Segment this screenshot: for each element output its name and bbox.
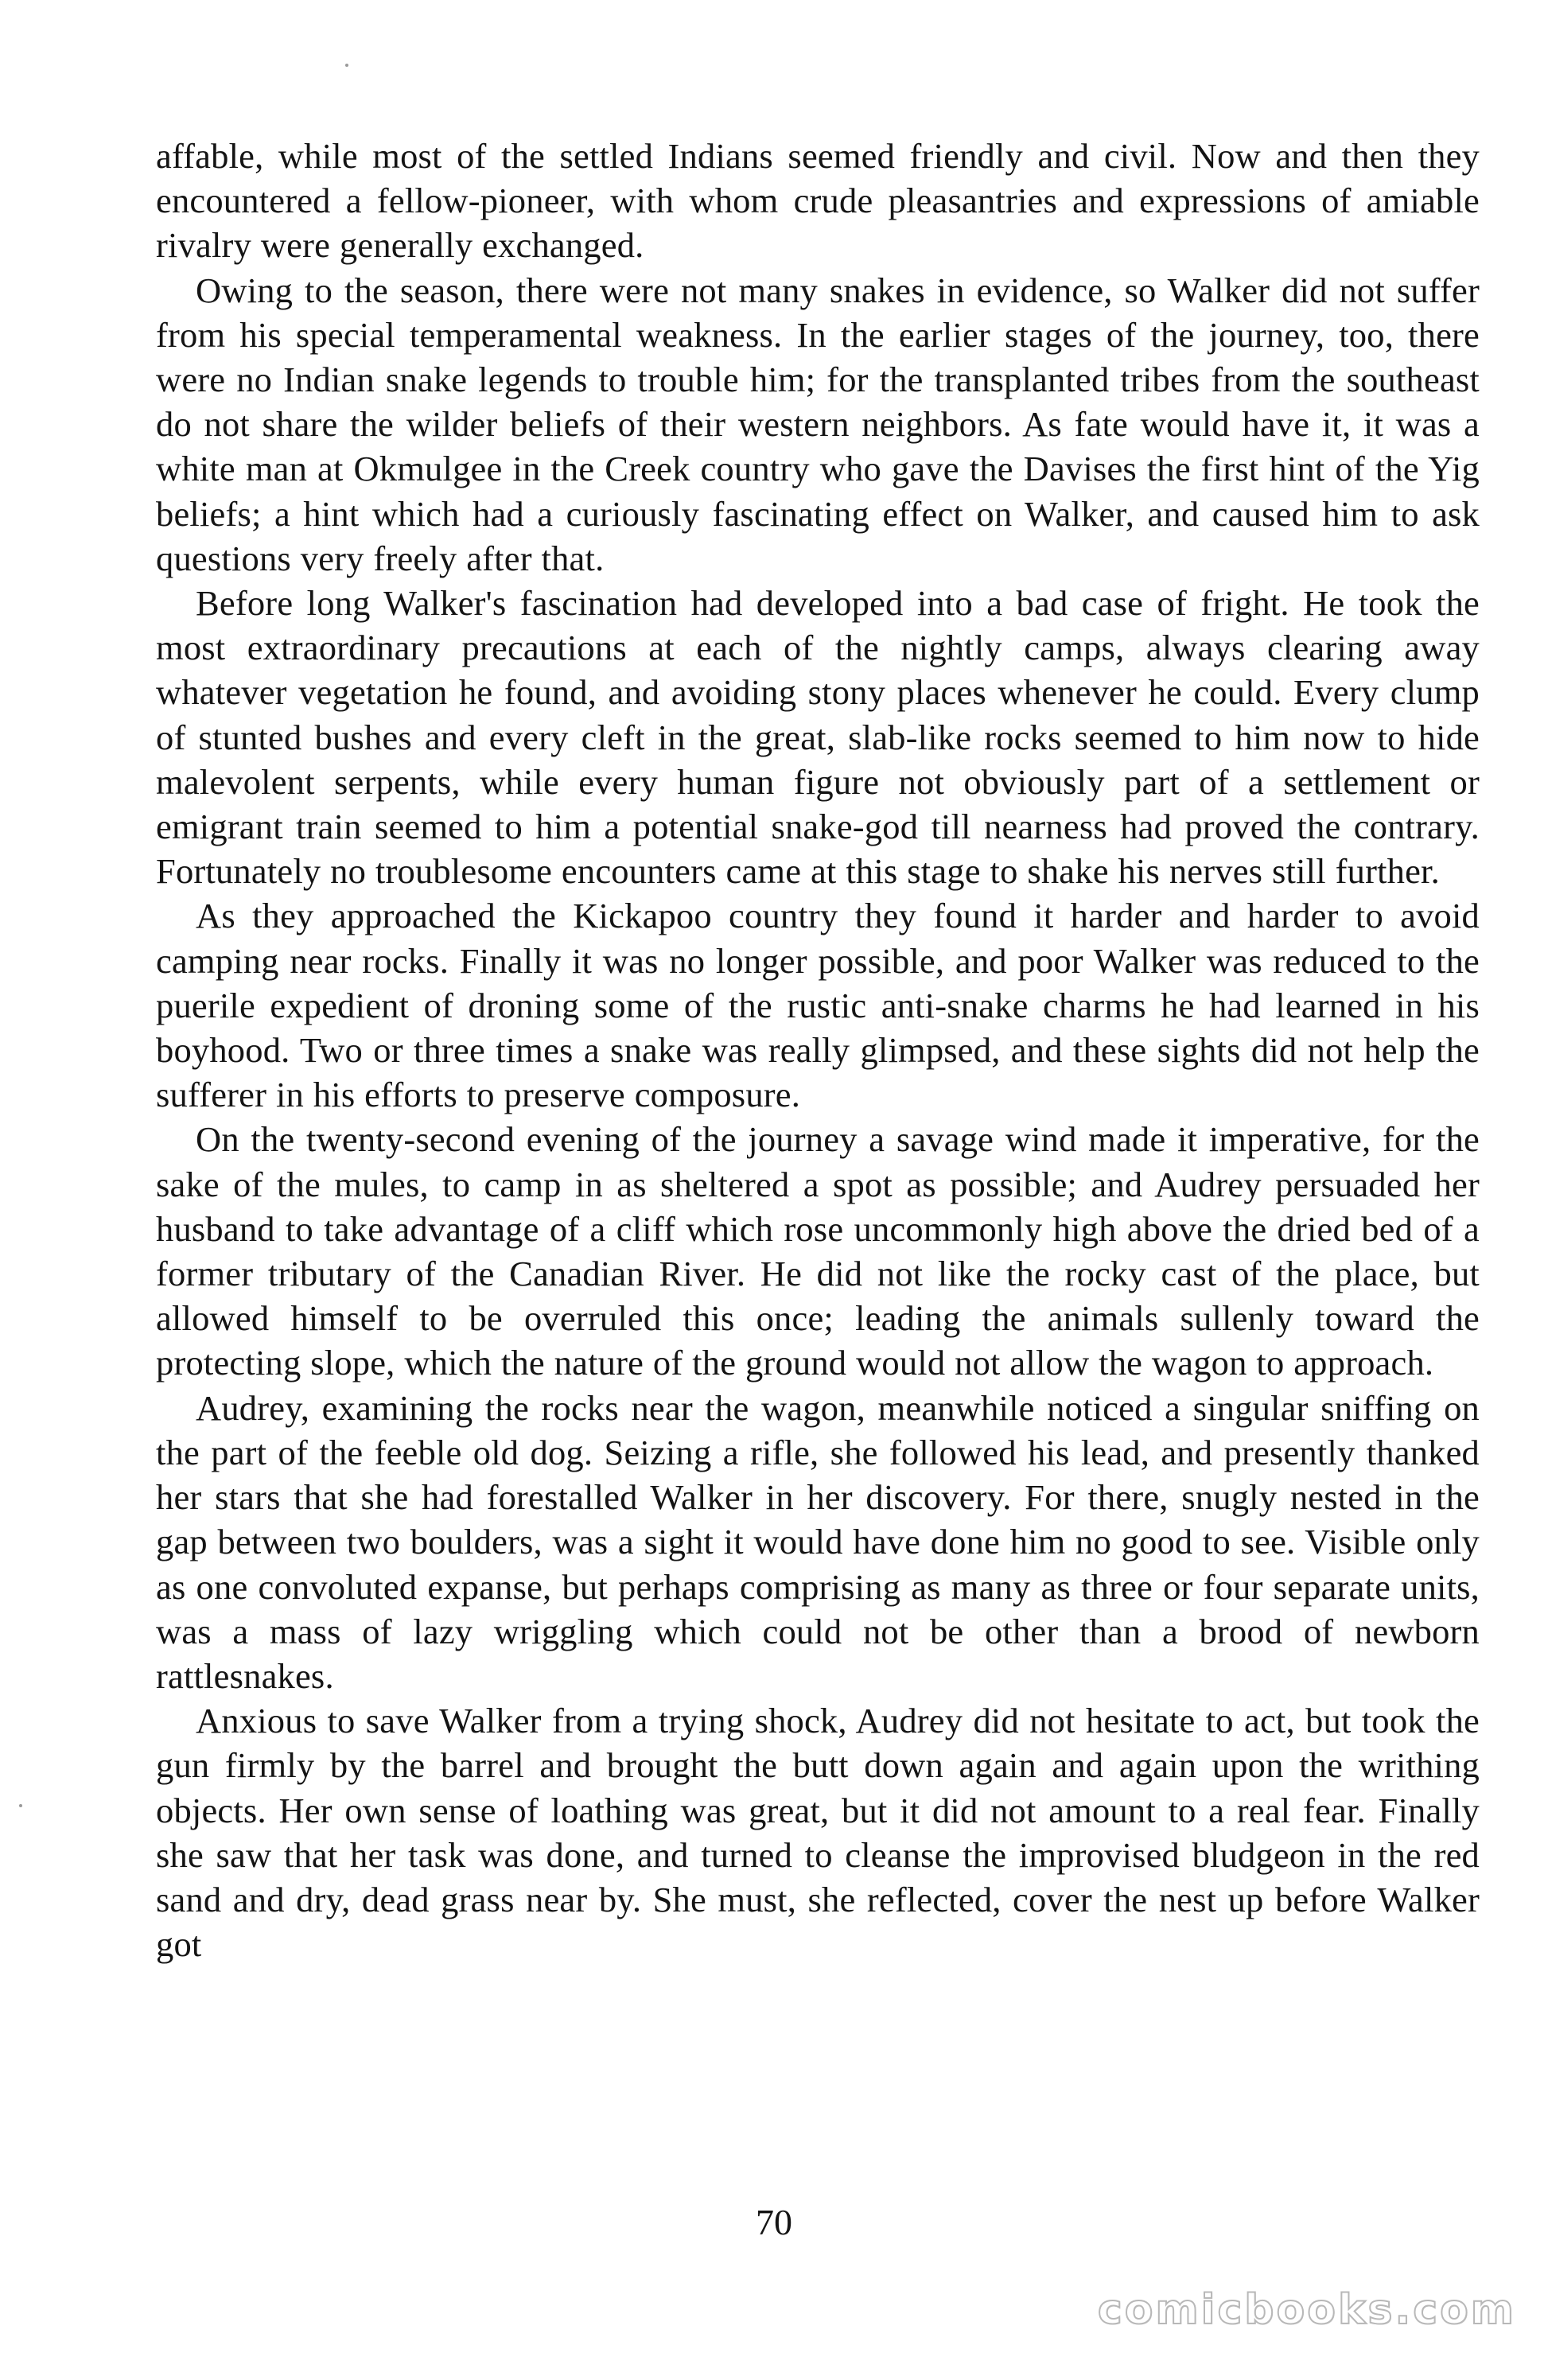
scan-speck [19, 1804, 22, 1807]
paragraph-3: Before long Walker's fascination had developed into a bad case of fright. He took the most extraordinary precautions at each of the nightly camps, always clearing away whatever vegetation he found, and avoiding stony places whenever he could. Every clump of stunted bushes and every cleft in the great, slab-like rocks seemed to him now to hide malevolent serpents, while every human figure not obviously part of a settlement or emigrant train seemed to him a potential snake-god till nearness had proved the contrary. Fortunately no troublesome encounters came at this stage to shake his nerves still further. [156, 583, 1480, 892]
paragraph-4: As they approached the Kickapoo country they found it harder and harder to avoid camping near rocks. Finally it was no longer possible, and poor Walker was reduced to the puerile expedient of droning some of the rustic anti-snake charms he had learned in his boyhood. Two or three times a snake was really glimpsed, and these sights did not help the sufferer in his efforts to preserve composure. [156, 896, 1480, 1115]
paragraph-5: On the twenty-second evening of the journey a savage wind made it imperative, for the sake of the mules, to camp in as sheltered a spot as possible; and Audrey persuaded her husband to take advantage of a cliff which rose uncommonly high above the dried bed of a former tributary of the Canadian River. He did not like the rocky cast of the place, but allowed himself to be overruled this once; leading the animals sullenly toward the protecting slope, which the nature of the ground would not allow the wagon to approach. [156, 1119, 1480, 1383]
paragraph-7: Anxious to save Walker from a trying shock, Audrey did not hesitate to act, but took the gun firmly by the barrel and brought the butt down again and again upon the writhing objects. Her own sense of loathing was great, but it did not amount to a real fear. Finally she saw that her task was done, and turned to cleanse the improvised bludgeon in the red sand and dry, dead grass near by. She must, she reflected, cover the nest up before Walker got [156, 1701, 1480, 1965]
page-text-block [156, 134, 1480, 1966]
paragraph-2: Owing to the season, there were not many snakes in evidence, so Walker did not suffer from his special temperamental weakness. In the earlier stages of the journey, too, there were no Indian snake legends to trouble him; for the transplanted tribes from the southeast do not share the wilder beliefs of their western neighbors. As fate would have it, it was a white man at Okmulgee in the Creek country who gave the Davises the first hint of the Yig beliefs; a hint which had a curiously fascinating effect on Walker, and caused him to ask questions very freely after that. [156, 270, 1480, 578]
scan-speck [345, 64, 348, 67]
paragraph-6: Audrey, examining the rocks near the wagon, meanwhile noticed a singular sniffing on the part of the feeble old dog. Seizing a rifle, she followed his lead, and presently thanked her stars that she had forestalled Walker in her discovery. For there, snugly nested in the gap between two boulders, was a sight it would have done him no good to see. Visible only as one convoluted expanse, but perhaps comprising as many as three or four separate units, was a mass of lazy wriggling which could not be other than a brood of newborn rattlesnakes. [156, 1387, 1480, 1696]
page-number: 70 [756, 2202, 792, 2242]
paragraph-1: affable, while most of the settled Indians seemed friendly and civil. Now and then they encountered a fellow-pioneer, with whom crude pleasantries and expressions of amiable rivalry were generally exchanged. [156, 136, 1480, 266]
watermark-logo: comicbooks.com [1097, 2286, 1516, 2334]
